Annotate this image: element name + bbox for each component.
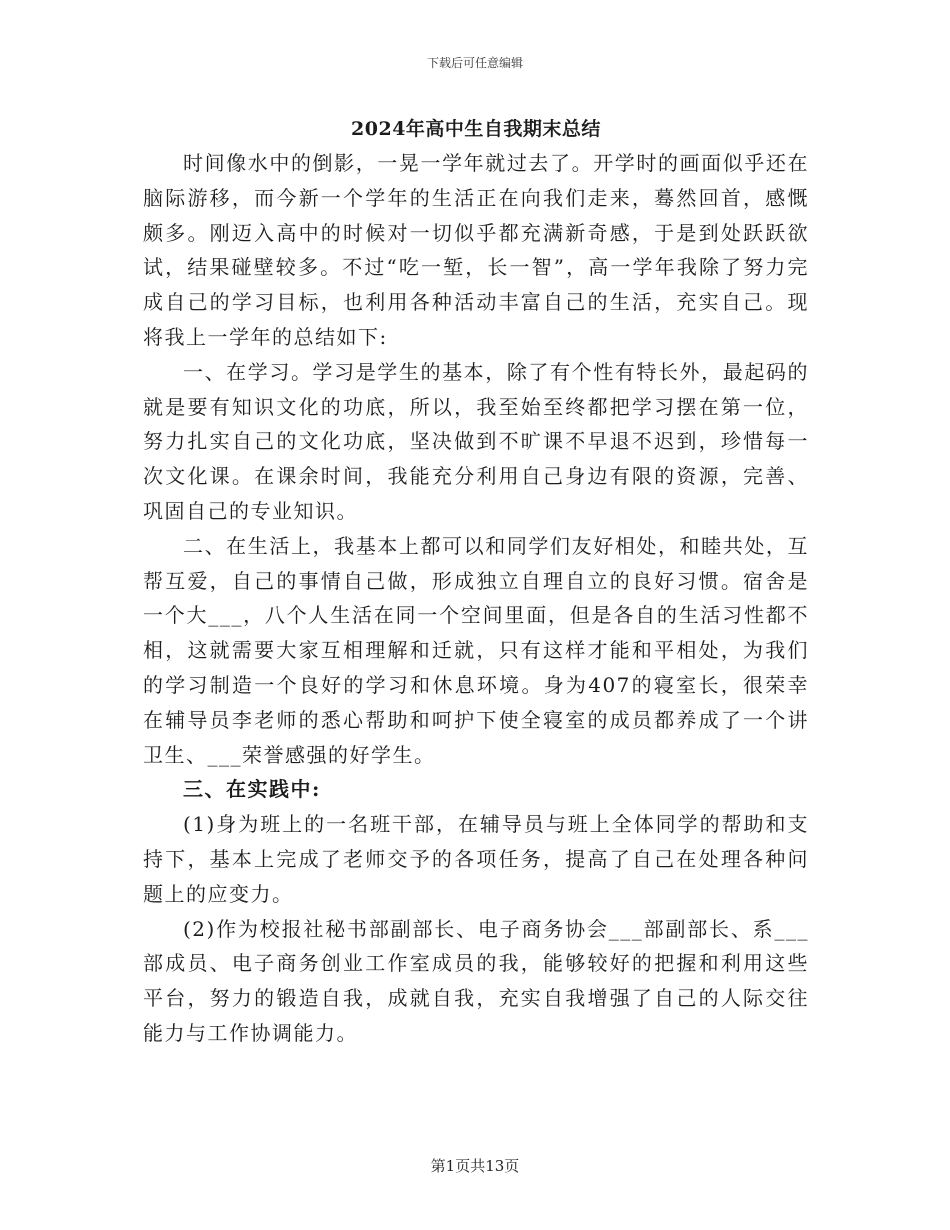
paragraph-practice-2: (2)作为校报社秘书部副部长、电子商务协会___部副部长、系___部成员、电子商务创业工作室成员的我，能够较好的把握和利用这些平台，努力的锻造自我，成就自我，充实自我增强了自己的人际交往能力与工作协调能力。 [143, 916, 809, 1045]
page-number-footer: 第1页共13页 [430, 1157, 520, 1175]
page-header-note: 下载后可任意编辑 [426, 56, 523, 70]
document-title: 2024年高中生自我期末总结 [351, 118, 601, 140]
paragraph-life: 二、在生活上，我基本上都可以和同学们友好相处，和睦共处，互帮互爱，自己的事情自己做，形成独立自理自立的良好习惯。宿舍是一个大___，八个人生活在同一个空间里面，但是各自的生活习性都不相，这就需要大家互相理解和迁就，只有这样才能和平相处，为我们的学习制造一个良好的学习和休息环境。身为407的寝室长，很荣幸在辅导员李老师的悉心帮助和呵护下使全寝室的成员都养成了一个讲卫生、___荣誉感强的好学生。 [143, 533, 809, 767]
paragraph-practice-1: (1)身为班上的一名班干部，在辅导员与班上全体同学的帮助和支持下，基本上完成了老师交予的各项任务，提高了自己在处理各种问题上的应变力。 [143, 812, 809, 906]
document-body [143, 112, 809, 1051]
paragraph-intro: 时间像水中的倒影，一晃一学年就过去了。开学时的画面似乎还在脑际游移，而今新一个学年的生活正在向我们走来，蓦然回首，感慨颇多。刚迈入高中的时候对一切似乎都充满新奇感，于是到处跃跃欲试，结果碰壁较多。不过“吃一堑，长一智”，高一学年我除了努力完成自己的学习目标，也利用各种活动丰富自己的生活，充实自己。现将我上一学年的总结如下: [143, 151, 809, 349]
paragraph-study: 一、在学习。学习是学生的基本，除了有个性有特长外，最起码的就是要有知识文化的功底，所以，我至始至终都把学习摆在第一位，努力扎实自己的文化功底，坚决做到不旷课不早退不迟到，珍惜每一次文化课。在课余时间，我能充分利用自己身边有限的资源，完善、巩固自己的专业知识。 [143, 359, 809, 523]
section-heading-practice: 三、在实践中: [183, 777, 321, 802]
